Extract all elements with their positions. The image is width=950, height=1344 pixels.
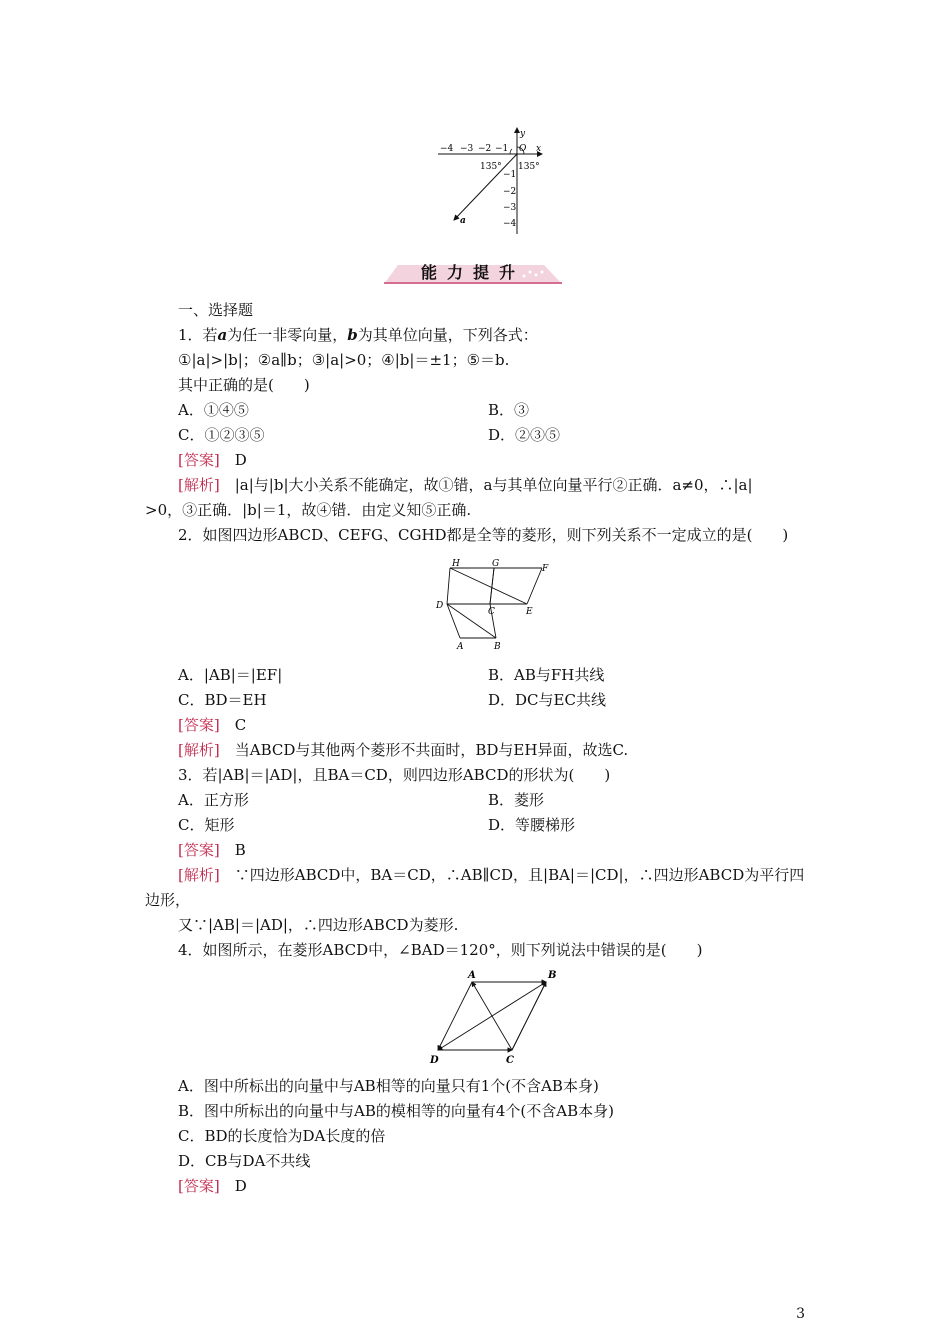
banner-title: 能力提升 xyxy=(420,263,525,282)
figure-coordinate-vector xyxy=(432,124,552,236)
label-e: E xyxy=(526,607,533,617)
figure-rhombi xyxy=(432,556,552,656)
analysis-tag: [解析] xyxy=(178,476,220,494)
y-tick-neg1: −1 xyxy=(503,170,517,180)
label-a: A xyxy=(457,642,464,652)
answer-tag: [答案] xyxy=(178,716,220,734)
y-axis-label: y xyxy=(520,129,526,139)
x-tick-neg4: −4 xyxy=(440,144,454,154)
analysis-tag: [解析] xyxy=(178,741,220,759)
q4-stem: 4．如图所示，在菱形ABCD中，∠BAD＝120°，则下列说法中错误的是( ) xyxy=(178,941,703,959)
q2-stem: 2．如图四边形ABCD、CEFG、CGHD都是全等的菱形，则下列关系不一定成立的是( ) xyxy=(178,526,789,544)
vector-a-label: a xyxy=(460,216,466,226)
q1-option-d: D．②③⑤ xyxy=(488,426,561,444)
q1-option-c: C．①②③⑤ xyxy=(178,426,265,444)
q3-analysis-cont: 边形， xyxy=(145,891,191,909)
q3-analysis-cont2: 又∵|AB|＝|AD|，∴四边形ABCD为菱形. xyxy=(178,916,459,934)
answer-tag: [答案] xyxy=(178,1177,220,1195)
q3-option-a: A．正方形 xyxy=(178,791,249,809)
label-a: A xyxy=(468,970,476,981)
answer-tag: [答案] xyxy=(178,451,220,469)
q3-stem: 3．若|AB|＝|AD|，且BA＝CD，则四边形ABCD的形状为( ) xyxy=(178,766,611,784)
x-tick-neg2: −2 xyxy=(478,144,492,154)
label-b: B xyxy=(494,642,501,652)
y-tick-neg2: −2 xyxy=(503,187,517,197)
q1-analysis-cont: >0，③正确．|b|＝1，故④错．由定义知⑤正确. xyxy=(145,501,472,519)
q1-prompt: 其中正确的是( ) xyxy=(178,376,310,394)
label-d: D xyxy=(430,1055,439,1066)
q4-option-b: B．图中所标出的向量中与AB的模相等的向量有4个(不含AB本身) xyxy=(178,1102,614,1120)
angle-left-label: 135° xyxy=(480,162,502,172)
x-tick-neg1: −1 xyxy=(495,144,509,154)
q3-answer: [答案] B xyxy=(178,841,246,859)
label-g: G xyxy=(492,559,500,569)
page-number: 3 xyxy=(796,1306,805,1322)
analysis-tag: [解析] xyxy=(178,866,220,884)
y-tick-neg3: −3 xyxy=(503,203,517,213)
q3-option-d: D．等腰梯形 xyxy=(488,816,576,834)
label-f: F xyxy=(542,564,549,574)
q2-analysis: [解析] 当ABCD与其他两个菱形不共面时，BD与EH异面，故选C. xyxy=(178,741,629,759)
q1-stem: 1．若a为任一非零向量，b为其单位向量，下列各式： xyxy=(178,326,538,344)
q2-option-d: D．DC与EC共线 xyxy=(488,691,606,709)
q4-option-a: A．图中所标出的向量中与AB相等的向量只有1个(不含AB本身) xyxy=(178,1077,599,1095)
q2-option-b: B．AB与FH共线 xyxy=(488,666,605,684)
q1-answer: [答案] D xyxy=(178,451,247,469)
label-d: D xyxy=(436,601,444,611)
y-tick-neg4: −4 xyxy=(503,219,517,229)
section-heading: 一、选择题 xyxy=(178,301,254,319)
q2-option-c: C．BD＝EH xyxy=(178,691,267,709)
origin-label: O xyxy=(519,144,527,154)
section-banner xyxy=(384,262,562,284)
q3-analysis: [解析] ∵四边形ABCD中，BA＝CD，∴AB∥CD，且|BA|＝|CD|，∴四边形ABCD为平行四 xyxy=(178,866,805,884)
label-h: H xyxy=(452,559,460,569)
label-c: C xyxy=(488,607,495,617)
q3-option-c: C．矩形 xyxy=(178,816,235,834)
x-tick-neg3: −3 xyxy=(460,144,474,154)
q4-option-d: D．CB与DA不共线 xyxy=(178,1152,311,1170)
q4-answer: [答案] D xyxy=(178,1177,247,1195)
label-b: B xyxy=(548,970,557,981)
q2-option-a: A．|AB|＝|EF| xyxy=(178,666,283,684)
figure-rhombus-vectors xyxy=(424,966,564,1070)
x-axis-label: x xyxy=(536,144,542,154)
q1-option-b: B．③ xyxy=(488,401,530,419)
label-c: C xyxy=(506,1055,514,1066)
angle-right-label: 135° xyxy=(518,162,540,172)
answer-tag: [答案] xyxy=(178,841,220,859)
q2-answer: [答案] C xyxy=(178,716,247,734)
q4-option-c: C．BD的长度恰为DA长度的倍 xyxy=(178,1127,386,1145)
q1-option-a: A．①④⑤ xyxy=(178,401,249,419)
q1-expressions: ①|a|>|b|；②a∥b；③|a|>0；④|b|＝±1；⑤＝b. xyxy=(178,351,510,369)
q3-option-b: B．菱形 xyxy=(488,791,545,809)
q1-analysis: [解析] |a|与|b|大小关系不能确定，故①错，a与其单位向量平行②正确．a≠0，∴|a| xyxy=(178,476,753,494)
